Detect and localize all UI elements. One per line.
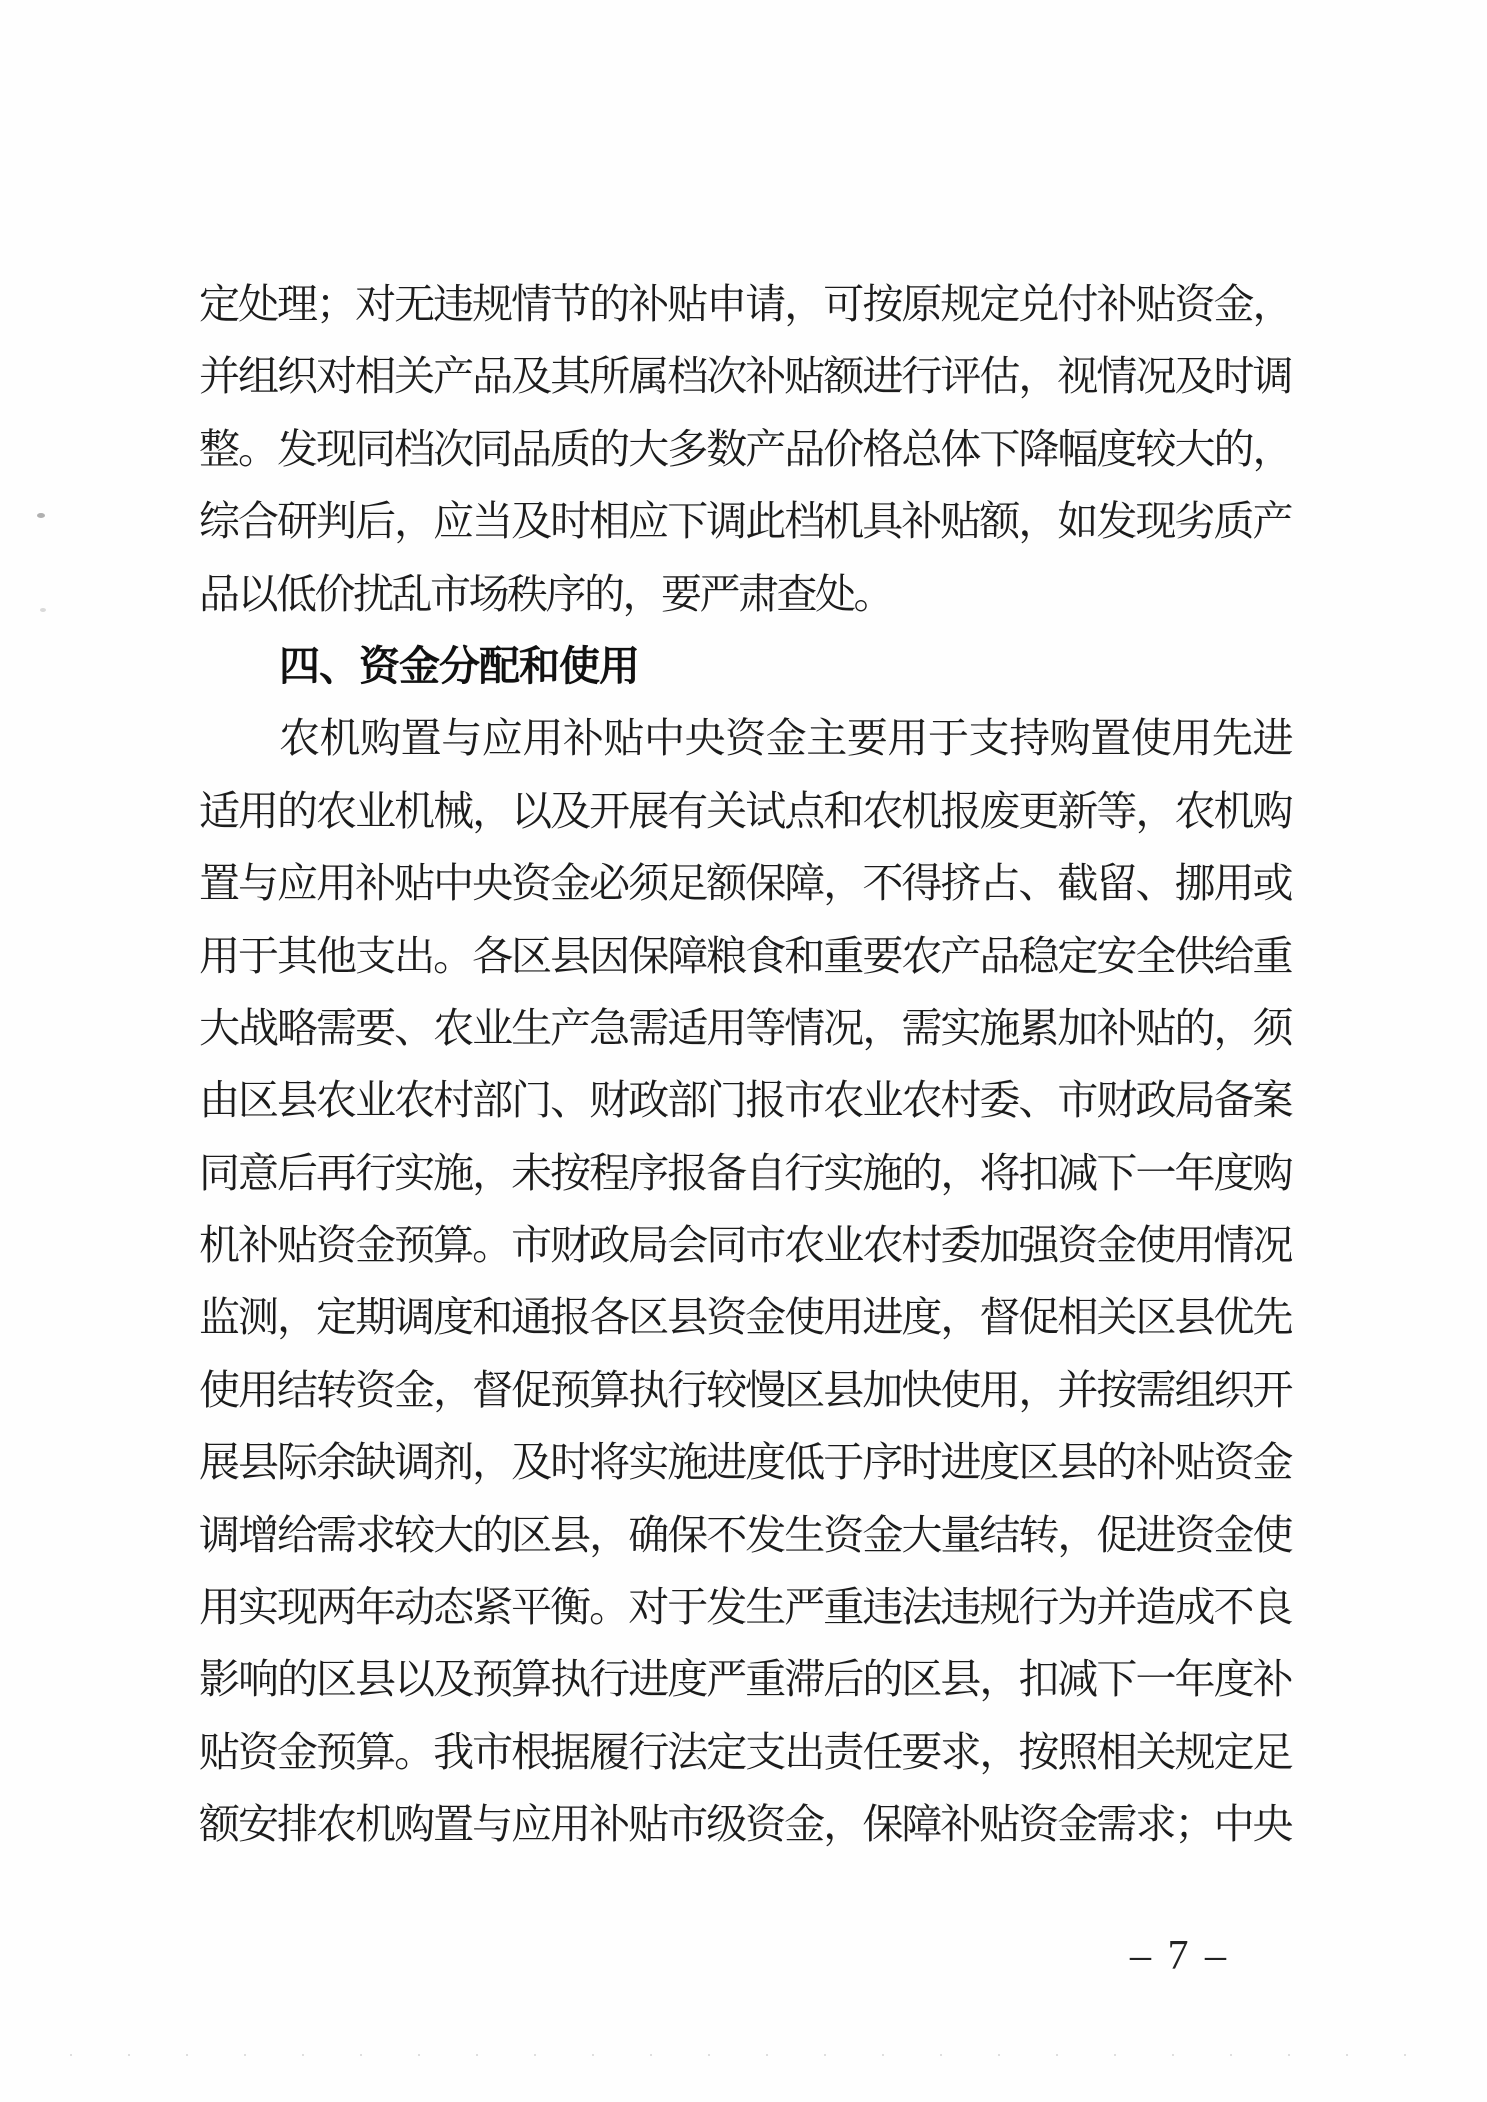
body-line: 由区县农业农村部门、财政部门报市农业农村委、市财政局备案 bbox=[199, 1077, 1291, 1124]
body-line: 品以低价扰乱市场秩序的，要严肃查处。 bbox=[199, 570, 892, 617]
body-line: 用于其他支出。各区县因保障粮食和重要农产品稳定安全供给重 bbox=[199, 932, 1291, 979]
body-line: 额安排农机购置与应用补贴市级资金，保障补贴资金需求；中央 bbox=[199, 1801, 1291, 1848]
scan-noise-strip bbox=[70, 2054, 1430, 2056]
body-line: 影响的区县以及预算执行进度严重滞后的区县，扣减下一年度补 bbox=[199, 1656, 1291, 1703]
document-body bbox=[199, 268, 1291, 1861]
body-line: 并组织对相关产品及其所属档次补贴额进行评估，视情况及时调 bbox=[199, 353, 1291, 400]
body-line: 贴资金预算。我市根据履行法定支出责任要求，按照相关规定足 bbox=[199, 1728, 1291, 1775]
body-line: 同意后再行实施，未按程序报备自行实施的，将扣减下一年度购 bbox=[199, 1149, 1291, 1196]
body-line: 展县际余缺调剂，及时将实施进度低于序时进度区县的补贴资金 bbox=[199, 1439, 1291, 1486]
body-line: 置与应用补贴中央资金必须足额保障，不得挤占、截留、挪用或 bbox=[199, 860, 1291, 907]
body-line: 用实现两年动态紧平衡。对于发生严重违法违规行为并造成不良 bbox=[199, 1584, 1291, 1631]
scan-speck bbox=[37, 513, 45, 518]
body-line: 大战略需要、农业生产急需适用等情况，需实施累加补贴的，须 bbox=[199, 1004, 1291, 1051]
body-line: 农机购置与应用补贴中央资金主要用于支持购置使用先进 bbox=[279, 715, 1291, 762]
body-line: 调增给需求较大的区县，确保不发生资金大量结转，促进资金使 bbox=[199, 1511, 1291, 1558]
scan-speck bbox=[40, 608, 46, 612]
body-line: 定处理；对无违规情节的补贴申请，可按原规定兑付补贴资金， bbox=[199, 281, 1291, 327]
body-line: 使用结转资金，督促预算执行较慢区县加快使用，并按需组织开 bbox=[199, 1366, 1291, 1413]
body-line: 整。发现同档次同品质的大多数产品价格总体下降幅度较大的， bbox=[199, 425, 1291, 472]
page-number: – 7 – bbox=[1130, 1933, 1229, 1979]
body-line: 监测，定期调度和通报各区县资金使用进度，督促相关区县优先 bbox=[199, 1294, 1291, 1341]
body-line: 机补贴资金预算。市财政局会同市农业农村委加强资金使用情况 bbox=[199, 1222, 1291, 1269]
section-heading: 四、资金分配和使用 bbox=[279, 642, 639, 689]
body-line: 综合研判后，应当及时相应下调此档机具补贴额，如发现劣质产 bbox=[199, 498, 1291, 545]
body-line: 适用的农业机械，以及开展有关试点和农机报废更新等，农机购 bbox=[199, 787, 1291, 834]
